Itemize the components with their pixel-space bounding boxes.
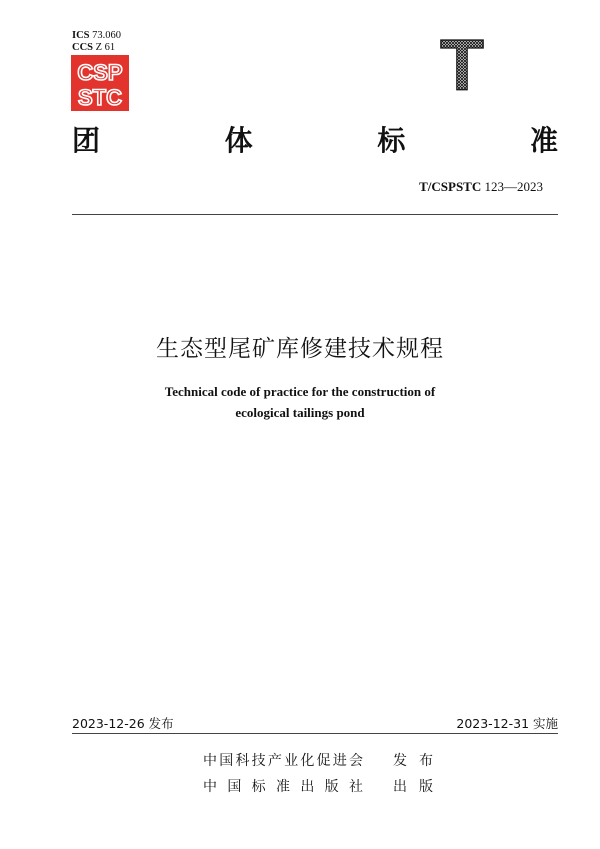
heading-char: 团 xyxy=(72,124,101,157)
standard-code xyxy=(419,179,543,195)
standard-type-mark xyxy=(438,34,486,94)
publisher-action: 出 版 xyxy=(393,779,433,795)
ccs-label: CCS xyxy=(72,42,94,53)
publisher-row xyxy=(203,776,433,796)
publisher-row xyxy=(203,750,433,770)
top-divider xyxy=(72,214,558,215)
issue-date: 2023-12-26 发布 xyxy=(72,716,174,731)
ccs-value: Z 61 xyxy=(95,42,116,53)
cspstc-logo xyxy=(71,55,129,111)
t-mark-letter: T xyxy=(440,34,484,94)
heading-char: 准 xyxy=(529,124,558,157)
logo-text-top: CSP xyxy=(77,60,123,85)
standard-code-number: 123—2023 xyxy=(484,179,543,194)
publisher-name: 中 国 标 准 出 版 社 xyxy=(203,779,363,795)
ics-label: ICS xyxy=(72,30,90,41)
title-chinese: 生态型尾矿库修建技术规程 xyxy=(156,336,444,362)
title-english-line: ecological tailings pond xyxy=(235,405,365,420)
title-english-line: Technical code of practice for the construction of xyxy=(164,384,436,399)
publisher-name: 中 国 科 技 产 业 化 促 进 会 xyxy=(203,753,363,769)
logo-text-bottom: STC xyxy=(78,85,122,110)
publisher-action: 发 布 xyxy=(393,753,433,769)
standard-code-prefix: T/CSPSTC xyxy=(419,179,482,194)
heading-char: 体 xyxy=(224,124,253,157)
implementation-date: 2023-12-31 实施 xyxy=(456,716,558,731)
ics-value: 73.060 xyxy=(92,30,122,41)
bottom-divider xyxy=(72,733,558,734)
heading-char: 标 xyxy=(377,124,406,157)
group-standard-heading xyxy=(72,122,558,156)
title-english xyxy=(60,381,540,423)
classification-codes xyxy=(72,30,121,54)
